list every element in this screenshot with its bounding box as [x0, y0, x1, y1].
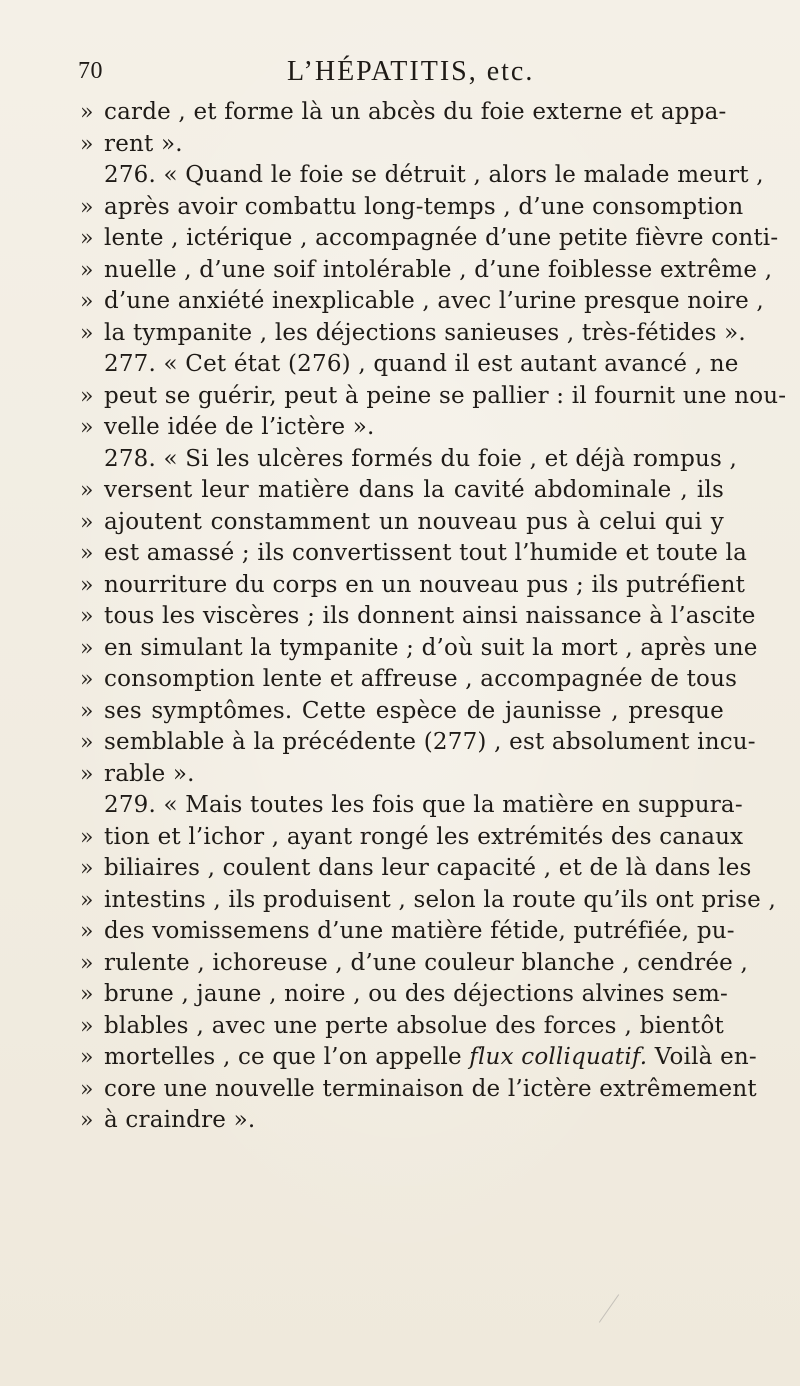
text-line: [80, 129, 726, 161]
line-text: la tympanite , les déjections sanieuses , très-fétides ».: [104, 319, 746, 346]
line-text: rent ».: [104, 130, 183, 157]
line-text: 278. « Si les ulcères formés du foie , et déjà rompus ,: [104, 445, 738, 472]
quote-mark: »: [80, 950, 94, 976]
line-text: nuelle , d’une soif intolérable , d’une foiblesse extrême ,: [104, 256, 773, 283]
page-header: [78, 58, 718, 98]
line-text: biliaires , coulent dans leur capacité , et de là dans les: [104, 855, 752, 881]
line-text: versent leur matière dans la cavité abdominale , ils: [104, 477, 724, 503]
quote-mark: »: [80, 1013, 94, 1039]
quote-mark: »: [80, 761, 94, 787]
quote-mark: »: [80, 698, 94, 724]
text-line: [80, 696, 726, 728]
line-text: des vomissemens d’une matière fétide, putréfiée, pu-: [104, 918, 735, 944]
text-line: [80, 286, 764, 318]
text-line: [80, 916, 735, 948]
line-text: rable ».: [104, 760, 195, 787]
text-line: [80, 727, 756, 759]
quote-mark: »: [80, 100, 94, 125]
paragraph-start-line: [80, 160, 764, 192]
quote-mark: »: [80, 824, 94, 850]
text-line: [80, 664, 738, 696]
line-text: brune , jaune , noire , ou des déjections alvines sem-: [104, 981, 728, 1007]
body-text: [80, 97, 787, 1137]
line-text: velle idée de l’ictère ».: [104, 414, 375, 440]
line-text: ajoutent constamment un nouveau pus à celui qui y: [104, 508, 724, 535]
text-line: [80, 948, 748, 980]
quote-mark: »: [80, 320, 94, 346]
text-line: [80, 1011, 726, 1043]
line-text: 279. « Mais toutes les fois que la matière en suppura-: [104, 792, 743, 818]
text-line: [80, 979, 726, 1011]
text-line: [80, 412, 726, 444]
quote-mark: »: [80, 887, 94, 913]
text-line: [80, 1105, 726, 1137]
line-text: nourriture du corps en un nouveau pus ; ils putréfient: [104, 571, 746, 598]
line-text: semblable à la précédente (277) , est absolument incu-: [104, 729, 756, 755]
quote-mark: »: [80, 1108, 94, 1133]
quote-mark: »: [80, 226, 94, 251]
text-line: [80, 1074, 757, 1106]
text-line: [80, 570, 746, 602]
text-line: [80, 475, 726, 507]
line-text: après avoir combattu long-temps , d’une consomption: [104, 193, 744, 220]
text-line: [80, 885, 776, 917]
text-line: [80, 822, 744, 854]
line-text: à craindre ».: [104, 1107, 256, 1133]
line-text: core une nouvelle terminaison de l’ictère extrêmement: [104, 1075, 757, 1102]
text-line: [80, 97, 726, 129]
quote-mark: »: [80, 383, 94, 409]
text-line: [80, 381, 787, 413]
quote-mark: »: [80, 478, 94, 503]
quote-mark: »: [80, 982, 94, 1007]
quote-mark: »: [80, 572, 94, 598]
line-text: carde , et forme là un abcès du foie externe et appa-: [104, 99, 727, 125]
text-line: [80, 759, 726, 791]
line-text-before-italic: mortelles , ce que l’on appelle: [104, 1044, 470, 1070]
text-line: [80, 318, 746, 350]
line-text: intestins , ils produisent , selon la route qu’ils ont prise ,: [104, 886, 776, 913]
quote-mark: »: [80, 1076, 94, 1102]
text-line: [80, 853, 752, 885]
quote-mark: »: [80, 856, 94, 881]
quote-mark: »: [80, 541, 94, 566]
line-text: 276. « Quand le foie se détruit , alors le malade meurt ,: [104, 162, 764, 188]
paragraph-start-line: [80, 790, 743, 822]
quote-mark: »: [80, 131, 94, 157]
text-line: [80, 223, 779, 255]
line-text: est amassé ; ils convertissent tout l’humide et toute la: [104, 540, 748, 566]
quote-mark: »: [80, 604, 94, 629]
text-line: [80, 538, 748, 570]
paragraph-start-line: [80, 444, 738, 476]
line-text: tous les viscères ; ils donnent ainsi naissance à l’ascite: [104, 603, 756, 629]
line-text: consomption lente et affreuse , accompagnée de tous: [104, 666, 738, 692]
text-line: [80, 192, 744, 224]
line-text-with-italic: [104, 1042, 757, 1074]
line-text: blables , avec une perte absolue des forces , bientôt: [104, 1012, 724, 1039]
text-line: [80, 1042, 757, 1074]
line-text: 277. « Cet état (276) , quand il est autant avancé , ne: [104, 351, 739, 377]
italic-term: flux colliquatif.: [469, 1044, 648, 1070]
text-line: [80, 633, 758, 665]
page-number: 70: [78, 58, 103, 84]
quote-mark: »: [80, 509, 94, 535]
quote-mark: »: [80, 1045, 94, 1070]
line-text: peut se guérir, peut à peine se pallier : il fournit une nou-: [104, 382, 787, 409]
quote-mark: »: [80, 289, 94, 314]
line-text: en simulant la tympanite ; d’où suit la mort , après une: [104, 634, 758, 661]
quote-mark: »: [80, 730, 94, 755]
line-text: d’une anxiété inexplicable , avec l’urine presque noire ,: [104, 288, 764, 314]
quote-mark: »: [80, 257, 94, 283]
line-text: rulente , ichoreuse , d’une couleur blanche , cendrée ,: [104, 949, 748, 976]
text-line: [80, 255, 773, 287]
paragraph-start-line: [80, 349, 739, 381]
quote-mark: »: [80, 667, 94, 692]
page-stray-mark: [599, 1294, 619, 1322]
line-text: tion et l’ichor , ayant rongé les extrémités des canaux: [104, 823, 744, 850]
quote-mark: »: [80, 635, 94, 661]
text-line: [80, 601, 756, 633]
text-line: [80, 507, 726, 539]
quote-mark: »: [80, 919, 94, 944]
quote-mark: »: [80, 415, 94, 440]
running-title: L’HÉPATITIS, etc.: [287, 56, 535, 87]
line-text: ses symptômes. Cette espèce de jaunisse , presque: [104, 697, 724, 724]
line-text-after-italic: Voilà en-: [647, 1044, 757, 1070]
quote-mark: »: [80, 194, 94, 220]
line-text: lente , ictérique , accompagnée d’une petite fièvre conti-: [104, 225, 779, 251]
